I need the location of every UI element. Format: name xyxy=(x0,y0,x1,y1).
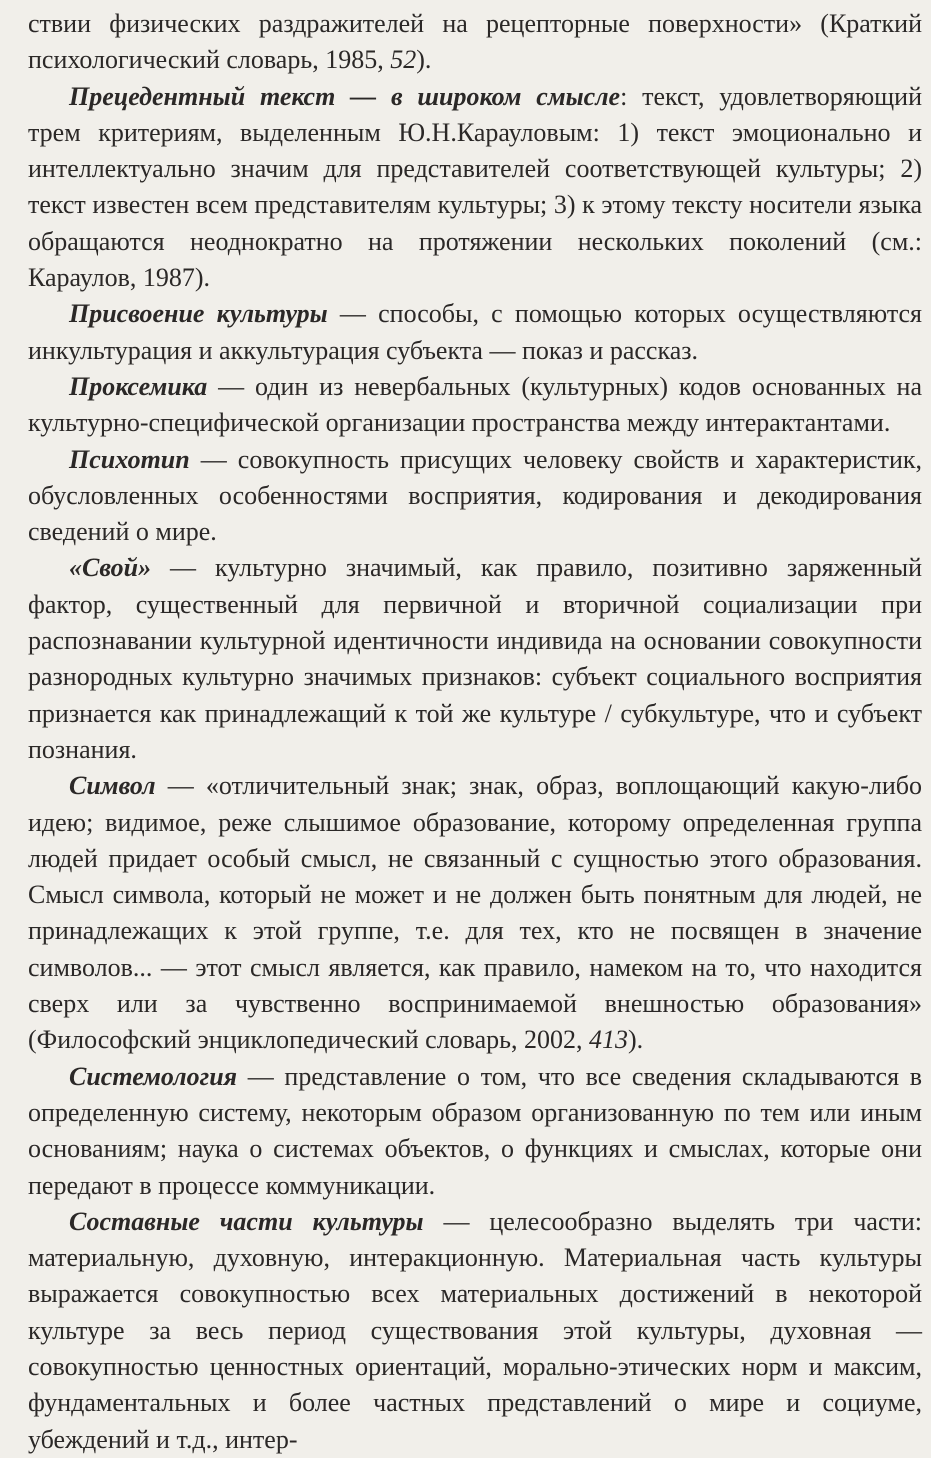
reference-page-number: 52 xyxy=(390,45,417,75)
entry-term: «Свой» xyxy=(69,553,152,583)
entry-term: Системология xyxy=(69,1061,238,1091)
entry-term: Символ xyxy=(69,771,156,801)
entry-definition: — целесообразно выделять три части: материальную, духовную, интеракционную. Материальная часть культуры выражается совокупностью всех материальных достижений в некоторой культуре за весь период существования этой культуры, духовная — совокупностью ценностных ориентаций, морально-этических норм и максим, фундаментальных и более частных представлений о мире и социуме, убеждений и т.д., интер- xyxy=(28,1206,922,1454)
entry-term: Присвоение культуры xyxy=(69,299,328,329)
glossary-entry-culture-components xyxy=(28,1204,922,1458)
continued-text: ствии физических раздражителей на рецепторные поверхности» (Краткий психологический словарь, 1985, xyxy=(28,9,922,75)
glossary-entry-own xyxy=(28,550,922,768)
entry-definition: — совокупность присущих человеку свойств и характеристик, обусловленных особенностями восприятия, кодирования и декодирования сведений о мире. xyxy=(28,444,922,547)
entry-term: Прецедентный текст — xyxy=(69,81,391,111)
entry-term: Составные части культуры xyxy=(69,1206,424,1236)
entry-definition-end: ). xyxy=(628,1025,644,1055)
glossary-entry-precedent-text xyxy=(28,79,922,297)
entry-definition: — представление о том, что все сведения складываются в определенную систему, некоторым образом организованную по тем или иным основаниям; наука о системах объектов, о функциях и смыслах, которые они передают в процессе коммуникации. xyxy=(28,1061,922,1200)
book-page xyxy=(28,6,922,1458)
entry-qualifier: в широком смысле xyxy=(390,81,621,111)
entry-term: Проксемика xyxy=(69,371,208,401)
glossary-entry-culture-appropriation xyxy=(28,296,922,369)
glossary-entry-systemology xyxy=(28,1059,922,1204)
entry-definition: — способы, с помощью которых осуществляются инкультурация и аккультурация субъекта — показ и рассказ. xyxy=(28,299,923,365)
entry-definition: — «отличительный знак; знак, образ, воплощающий какую-либо идею; видимое, реже слышимое образование, которому определенная группа людей придает особый смысл, не связанный с сущностью этого образования. Смысл символа, который не может и не должен быть понятным для людей, не принадлежащих к этой группе, т.е. для тех, кто не посвящен в значение символов... — этот смысл является, как правило, намеком на то, что находится сверх или за чувственно воспринимаемой внешностью образования» (Философский энциклопедический словарь, 2002, xyxy=(28,771,922,1055)
continued-paragraph xyxy=(28,6,922,79)
glossary-entry-proxemics xyxy=(28,369,922,442)
glossary-entry-symbol xyxy=(28,768,922,1058)
entry-definition: : текст, удовлетворяющий трем критериям, выделенным Ю.Н.Карауловым: 1) текст эмоционально и интеллектуально значим для представителей соответствующей культуры; 2) текст известен всем представителям культуры; 3) к этому тексту носители языка обращаются неоднократно на протяжении нескольких поколений (см.: Караулов, 1987). xyxy=(28,81,923,293)
reference-page-number: 413 xyxy=(589,1025,628,1055)
entry-term: Психотип xyxy=(69,444,190,474)
continued-text-end: ). xyxy=(416,45,432,75)
glossary-entry-psychotype xyxy=(28,442,922,551)
entry-definition: — один из невербальных (культурных) кодов основанных на культурно-специфической организации пространства между интерактантами. xyxy=(28,371,922,438)
entry-definition: — культурно значимый, как правило, позитивно заряженный фактор, существенный для первичной и вторичной социализации при распознавании культурной идентичности индивида на основании совокупности разнородных культурно значимых признаков: субъект социального восприятия признается как принадлежащий к той же культуре / субкультуре, что и субъект познания. xyxy=(28,553,922,764)
